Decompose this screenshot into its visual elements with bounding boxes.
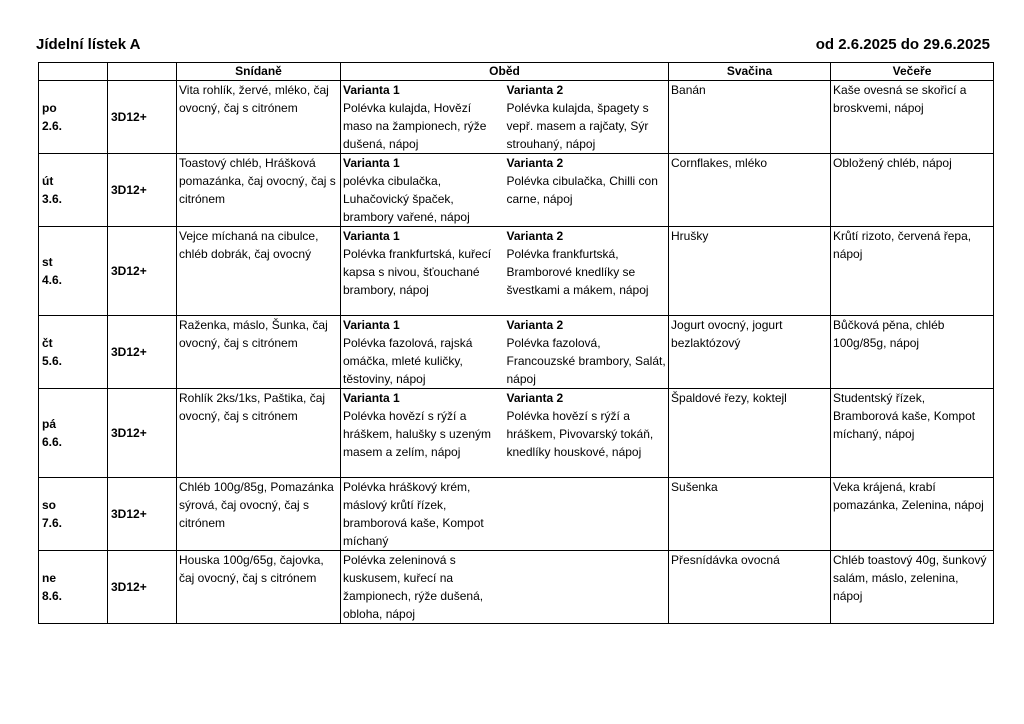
day-date: 5.6. — [42, 354, 63, 368]
day-date: 4.6. — [42, 273, 63, 287]
obed-varianta-2-cell — [505, 154, 669, 227]
varianta-1-title: Varianta 1 — [343, 156, 400, 170]
obed-varianta-2-cell — [505, 551, 669, 624]
table-row — [39, 81, 994, 154]
table-row — [39, 316, 994, 389]
varianta-2-title: Varianta 2 — [506, 318, 564, 332]
svacina-cell: Jogurt ovocný, jogurt bezlaktózový — [669, 316, 831, 389]
diet-code: 3D12+ — [108, 478, 177, 551]
vecere-cell: Krůtí rizoto, červená řepa, nápoj — [831, 227, 994, 316]
obed-varianta-2-cell — [505, 478, 669, 551]
svacina-cell: Špaldové řezy, koktejl — [669, 389, 831, 478]
varianta-1-title: Varianta 1 — [343, 83, 400, 97]
day-name: čt — [42, 336, 53, 350]
obed-varianta-2-cell — [505, 316, 669, 389]
varianta-1-title: Varianta 1 — [343, 229, 400, 243]
varianta-1-text: Polévka frankfurtská, kuřecí kapsa s nivou, šťouchané brambory, nápoj — [343, 247, 492, 297]
page-title: Jídelní lístek A — [36, 36, 141, 53]
day-cell — [39, 478, 108, 551]
day-date: 7.6. — [42, 516, 63, 530]
obed-varianta-2-cell — [505, 81, 669, 154]
table-row — [39, 227, 994, 316]
menu-period: od 2.6.2025 do 29.6.2025 — [815, 36, 990, 53]
table-row — [39, 389, 994, 478]
varianta-1-text: Polévka kulajda, Hovězí maso na žampionech, rýže dušená, nápoj — [343, 101, 487, 151]
diet-code: 3D12+ — [108, 316, 177, 389]
vecere-cell: Kaše ovesná se skořicí a broskvemi, nápoj — [831, 81, 994, 154]
obed-varianta-1-cell — [341, 316, 505, 389]
table-header-row — [39, 63, 994, 81]
varianta-2-title: Varianta 2 — [506, 83, 564, 97]
table-row — [39, 154, 994, 227]
diet-code: 3D12+ — [108, 154, 177, 227]
varianta-2-title: Varianta 2 — [506, 391, 564, 405]
varianta-1-text: Polévka fazolová, rajská omáčka, mleté kuličky, těstoviny, nápoj — [343, 336, 473, 386]
obed-varianta-2-cell — [505, 389, 669, 478]
diet-code: 3D12+ — [108, 81, 177, 154]
varianta-2-title: Varianta 2 — [506, 156, 564, 170]
svacina-cell: Přesnídávka ovocná — [669, 551, 831, 624]
day-cell — [39, 81, 108, 154]
diet-code: 3D12+ — [108, 551, 177, 624]
varianta-1-text: polévka cibulačka, Luhačovický špaček, brambory vařené, nápoj — [343, 174, 470, 224]
snidane-cell: Raženka, máslo, Šunka, čaj ovocný, čaj s citrónem — [177, 316, 341, 389]
day-name: út — [42, 174, 54, 188]
varianta-2-text: Polévka fazolová, Francouzské brambory, Salát, nápoj — [506, 336, 666, 386]
snidane-cell: Houska 100g/65g, čajovka, čaj ovocný, čaj s citrónem — [177, 551, 341, 624]
snidane-cell: Toastový chléb, Hrášková pomazánka, čaj ovocný, čaj s citrónem — [177, 154, 341, 227]
varianta-2-text: Polévka hovězí s rýží a hráškem, Pivovarský tokáň, knedlíky houskové, nápoj — [506, 409, 654, 459]
day-cell — [39, 316, 108, 389]
varianta-2-text: Polévka cibulačka, Chilli con carne, nápoj — [506, 174, 658, 206]
obed-varianta-1-cell — [341, 551, 505, 624]
svacina-cell: Banán — [669, 81, 831, 154]
varianta-1-title: Varianta 1 — [343, 391, 400, 405]
day-date: 2.6. — [42, 119, 63, 133]
vecere-cell: Veka krájená, krabí pomazánka, Zelenina, nápoj — [831, 478, 994, 551]
svacina-cell: Cornflakes, mléko — [669, 154, 831, 227]
varianta-1-text: Polévka zeleninová s kuskusem, kuřecí na žampionech, rýže dušená, obloha, nápoj — [343, 553, 484, 621]
day-cell — [39, 227, 108, 316]
day-name: st — [42, 255, 53, 269]
diet-code: 3D12+ — [108, 389, 177, 478]
header-obed: Oběd — [341, 63, 669, 81]
obed-varianta-1-cell — [341, 227, 505, 316]
vecere-cell: Chléb toastový 40g, šunkový salám, máslo, zelenina, nápoj — [831, 551, 994, 624]
day-date: 8.6. — [42, 589, 63, 603]
obed-varianta-1-cell — [341, 81, 505, 154]
obed-varianta-1-cell — [341, 154, 505, 227]
varianta-1-text: Polévka hráškový krém, máslový krůtí řízek, bramborová kaše, Kompot míchaný — [343, 480, 484, 548]
table-row — [39, 478, 994, 551]
table-row — [39, 551, 994, 624]
svacina-cell: Sušenka — [669, 478, 831, 551]
menu-table — [38, 62, 994, 624]
header-day — [39, 63, 108, 81]
day-cell — [39, 551, 108, 624]
snidane-cell: Chléb 100g/85g, Pomazánka sýrová, čaj ovocný, čaj s citrónem — [177, 478, 341, 551]
day-name: ne — [42, 571, 57, 585]
vecere-cell: Obložený chléb, nápoj — [831, 154, 994, 227]
snidane-cell: Rohlík 2ks/1ks, Paštika, čaj ovocný, čaj s citrónem — [177, 389, 341, 478]
diet-code: 3D12+ — [108, 227, 177, 316]
varianta-2-text: Polévka kulajda, špagety s vepř. masem a rajčaty, Sýr strouhaný, nápoj — [506, 101, 649, 151]
varianta-1-text: Polévka hovězí s rýží a hráškem, halušky s uzeným masem a zelím, nápoj — [343, 409, 492, 459]
svacina-cell: Hrušky — [669, 227, 831, 316]
day-cell — [39, 154, 108, 227]
varianta-1-title: Varianta 1 — [343, 318, 400, 332]
day-date: 6.6. — [42, 435, 63, 449]
snidane-cell: Vita rohlík, žervé, mléko, čaj ovocný, čaj s citrónem — [177, 81, 341, 154]
header-snidane: Snídaně — [177, 63, 341, 81]
snidane-cell: Vejce míchaná na cibulce, chléb dobrák, čaj ovocný — [177, 227, 341, 316]
day-name: po — [42, 101, 57, 115]
obed-varianta-2-cell — [505, 227, 669, 316]
vecere-cell: Bůčková pěna, chléb 100g/85g, nápoj — [831, 316, 994, 389]
varianta-2-title: Varianta 2 — [506, 229, 564, 243]
menu-table-body — [39, 81, 994, 624]
obed-varianta-1-cell — [341, 478, 505, 551]
day-name: so — [42, 498, 57, 512]
day-name: pá — [42, 417, 57, 431]
header-code — [108, 63, 177, 81]
vecere-cell: Studentský řízek, Bramborová kaše, Kompot míchaný, nápoj — [831, 389, 994, 478]
day-cell — [39, 389, 108, 478]
varianta-2-text: Polévka frankfurtská, Bramborové knedlíky se švestkami a mákem, nápoj — [506, 247, 649, 297]
header-vecere: Večeře — [831, 63, 994, 81]
day-date: 3.6. — [42, 192, 63, 206]
obed-varianta-1-cell — [341, 389, 505, 478]
header-svacina: Svačina — [669, 63, 831, 81]
